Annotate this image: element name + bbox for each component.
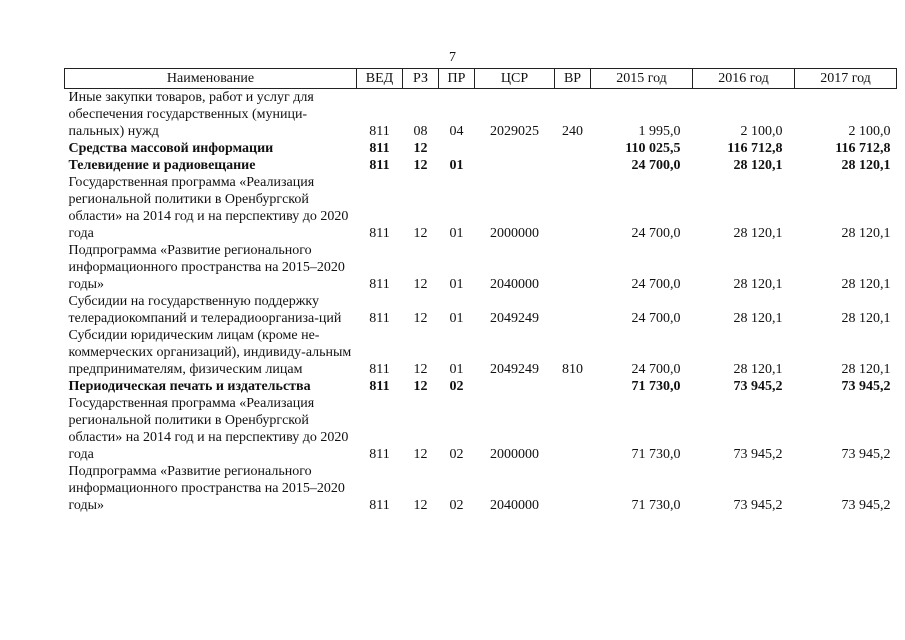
row-rz: 12 bbox=[413, 158, 428, 173]
row-name: Подпрограмма «Развитие регионального информационного пространства на 2015–2020 годы» bbox=[68, 243, 345, 292]
row-2017: 73 945,2 bbox=[841, 498, 891, 513]
row-pr bbox=[439, 140, 475, 157]
row-name: Субсидии на государственную поддержку телерадиокомпаний и телерадиоорганиза-ций bbox=[68, 294, 342, 326]
row-csr: 2049249 bbox=[490, 362, 539, 377]
row-pr: 01 bbox=[449, 226, 464, 241]
row-name: Субсидии юридическим лицам (кроме не-коммерческих организаций), индивиду-альным предпринимателям, физическим лицам bbox=[68, 328, 352, 377]
header-rz: РЗ bbox=[403, 69, 439, 89]
row-2016: 28 120,1 bbox=[733, 311, 783, 326]
row-csr: 2040000 bbox=[490, 498, 539, 513]
row-name: Средства массовой информации bbox=[68, 141, 274, 156]
row-csr bbox=[475, 378, 555, 395]
table-row-section bbox=[65, 157, 897, 174]
row-2017: 28 120,1 bbox=[841, 226, 891, 241]
row-vr bbox=[555, 463, 591, 514]
row-pr: 02 bbox=[449, 498, 464, 513]
row-rz: 12 bbox=[413, 277, 428, 292]
row-2015: 24 700,0 bbox=[631, 277, 681, 292]
row-vr: 810 bbox=[562, 362, 583, 377]
row-pr: 01 bbox=[449, 311, 464, 326]
row-name: Государственная программа «Реализация региональной политики в Оренбургской области» на 2014 год и на перспективу до 2020 года bbox=[68, 175, 349, 241]
row-vr bbox=[555, 395, 591, 463]
row-2017: 28 120,1 bbox=[841, 158, 891, 173]
table-row bbox=[65, 89, 897, 141]
row-name: Телевидение и радиовещание bbox=[68, 158, 256, 173]
header-2016: 2016 год bbox=[693, 69, 795, 89]
row-pr: 01 bbox=[449, 362, 464, 377]
row-csr: 2000000 bbox=[490, 226, 539, 241]
row-rz: 12 bbox=[413, 226, 428, 241]
row-csr: 2049249 bbox=[490, 311, 539, 326]
row-2017: 28 120,1 bbox=[841, 362, 891, 377]
row-2016: 73 945,2 bbox=[733, 498, 783, 513]
row-2016: 28 120,1 bbox=[733, 362, 783, 377]
table-row bbox=[65, 395, 897, 463]
row-2015: 71 730,0 bbox=[631, 447, 681, 462]
row-ved: 811 bbox=[369, 311, 390, 326]
table-row-section bbox=[65, 378, 897, 395]
table-row bbox=[65, 463, 897, 514]
header-ved: ВЕД bbox=[357, 69, 403, 89]
row-vr bbox=[555, 157, 591, 174]
row-pr: 02 bbox=[449, 447, 464, 462]
row-vr bbox=[555, 293, 591, 327]
row-csr: 2029025 bbox=[490, 124, 539, 139]
row-ved: 811 bbox=[369, 158, 390, 173]
row-csr: 2000000 bbox=[490, 447, 539, 462]
row-2016: 73 945,2 bbox=[733, 447, 783, 462]
row-rz: 12 bbox=[413, 141, 428, 156]
header-2017: 2017 год bbox=[795, 69, 897, 89]
row-2017: 2 100,0 bbox=[848, 124, 891, 139]
row-2016: 28 120,1 bbox=[733, 277, 783, 292]
row-pr: 01 bbox=[449, 277, 464, 292]
row-2015: 24 700,0 bbox=[631, 226, 681, 241]
row-vr bbox=[555, 140, 591, 157]
row-name: Подпрограмма «Развитие регионального информационного пространства на 2015–2020 годы» bbox=[68, 464, 345, 513]
row-2015: 71 730,0 bbox=[631, 498, 681, 513]
row-csr bbox=[475, 157, 555, 174]
row-name: Государственная программа «Реализация региональной политики в Оренбургской области» на 2014 год и на перспективу до 2020 года bbox=[68, 396, 349, 462]
row-name: Иные закупки товаров, работ и услуг для обеспечения государственных (муници-пальных) нужд bbox=[68, 90, 314, 139]
table-row bbox=[65, 293, 897, 327]
header-2015: 2015 год bbox=[591, 69, 693, 89]
table-row bbox=[65, 327, 897, 378]
row-rz: 12 bbox=[413, 498, 428, 513]
header-csr: ЦСР bbox=[475, 69, 555, 89]
page-number: 7 bbox=[449, 50, 456, 65]
table-header-row bbox=[65, 69, 897, 89]
row-ved: 811 bbox=[369, 226, 390, 241]
row-ved: 811 bbox=[369, 379, 390, 394]
row-rz: 08 bbox=[413, 124, 428, 139]
row-ved: 811 bbox=[369, 362, 390, 377]
row-ved: 811 bbox=[369, 447, 390, 462]
table-row bbox=[65, 242, 897, 293]
row-rz: 12 bbox=[413, 447, 428, 462]
row-rz: 12 bbox=[413, 379, 428, 394]
header-pr: ПР bbox=[439, 69, 475, 89]
row-2016: 28 120,1 bbox=[733, 158, 783, 173]
row-2015: 24 700,0 bbox=[631, 362, 681, 377]
table-row-section bbox=[65, 140, 897, 157]
row-2016: 28 120,1 bbox=[733, 226, 783, 241]
row-2017: 73 945,2 bbox=[841, 447, 891, 462]
budget-table bbox=[64, 68, 897, 514]
row-rz: 12 bbox=[413, 311, 428, 326]
row-2016: 2 100,0 bbox=[740, 124, 783, 139]
row-2016: 116 712,8 bbox=[727, 141, 783, 156]
row-ved: 811 bbox=[369, 277, 390, 292]
row-vr: 240 bbox=[562, 124, 583, 139]
row-2015: 24 700,0 bbox=[631, 311, 681, 326]
row-vr bbox=[555, 174, 591, 242]
row-pr: 04 bbox=[449, 124, 464, 139]
row-2017: 28 120,1 bbox=[841, 311, 891, 326]
row-name: Периодическая печать и издательства bbox=[68, 379, 311, 394]
row-vr bbox=[555, 242, 591, 293]
row-rz: 12 bbox=[413, 362, 428, 377]
row-csr: 2040000 bbox=[490, 277, 539, 292]
table-row bbox=[65, 174, 897, 242]
row-pr: 02 bbox=[449, 379, 464, 394]
row-ved: 811 bbox=[369, 498, 390, 513]
row-2015: 110 025,5 bbox=[625, 141, 681, 156]
row-pr: 01 bbox=[449, 158, 464, 173]
header-name: Наименование bbox=[65, 69, 357, 89]
row-2015: 71 730,0 bbox=[631, 379, 681, 394]
header-vr: ВР bbox=[555, 69, 591, 89]
row-2017: 73 945,2 bbox=[841, 379, 891, 394]
row-2017: 28 120,1 bbox=[841, 277, 891, 292]
row-vr bbox=[555, 378, 591, 395]
row-csr bbox=[475, 140, 555, 157]
row-ved: 811 bbox=[369, 124, 390, 139]
row-ved: 811 bbox=[369, 141, 390, 156]
row-2016: 73 945,2 bbox=[733, 379, 783, 394]
row-2015: 24 700,0 bbox=[631, 158, 681, 173]
row-2017: 116 712,8 bbox=[835, 141, 891, 156]
row-2015: 1 995,0 bbox=[638, 124, 681, 139]
